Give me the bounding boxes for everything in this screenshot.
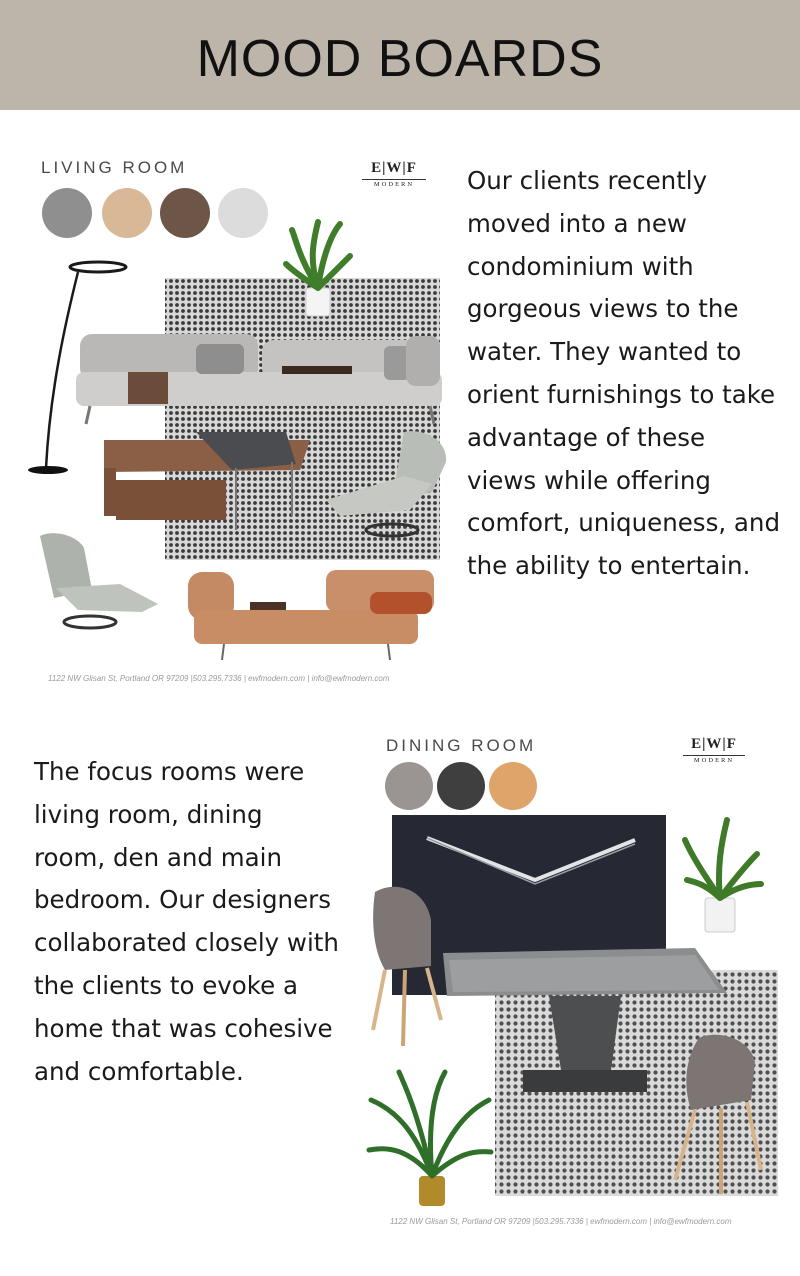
living-room-footer: 1122 NW Glisan St, Portland OR 97209 |503.295.7336 | ewfmodern.com | info@ewfmodern.com — [48, 674, 390, 683]
dining-room-collage — [365, 810, 785, 1210]
dining-room-label: DINING ROOM — [386, 736, 537, 755]
swatch-oak — [489, 762, 537, 810]
living-room-collage — [0, 200, 450, 670]
daybed-sofa — [188, 570, 434, 660]
living-room-description: Our clients recently moved into a new condominium with gorgeous views to the water. They wanted to orient furnishings to take advantage of these views while offering comfort, uniqueness, and the ability to entertain. — [467, 166, 781, 581]
dining-room-description: The focus rooms were living room, dining room, den and main bedroom. Our designers collaborated closely with the clients to evoke a home that was cohesive and comfortable. — [34, 757, 339, 1086]
swatch-taupe — [385, 762, 433, 810]
ewf-logo-living — [362, 160, 426, 188]
header-banner — [0, 0, 800, 110]
swatch-charcoal — [437, 762, 485, 810]
logo-mark: E|W|F — [371, 160, 417, 176]
potted-plant-right — [685, 820, 761, 932]
potted-palm — [369, 1072, 491, 1206]
page-title: MOOD BOARDS — [196, 30, 604, 88]
logo-sub: MODERN — [683, 755, 745, 764]
living-room-label: LIVING ROOM — [41, 158, 188, 177]
logo-mark: E|W|F — [691, 736, 737, 752]
logo-sub: MODERN — [362, 179, 426, 188]
recliner-chair-left — [40, 533, 158, 628]
ewf-logo-dining — [683, 736, 745, 764]
dining-room-footer: 1122 NW Glisan St, Portland OR 97209 |503.295.7336 | ewfmodern.com | info@ewfmodern.com — [390, 1217, 732, 1226]
